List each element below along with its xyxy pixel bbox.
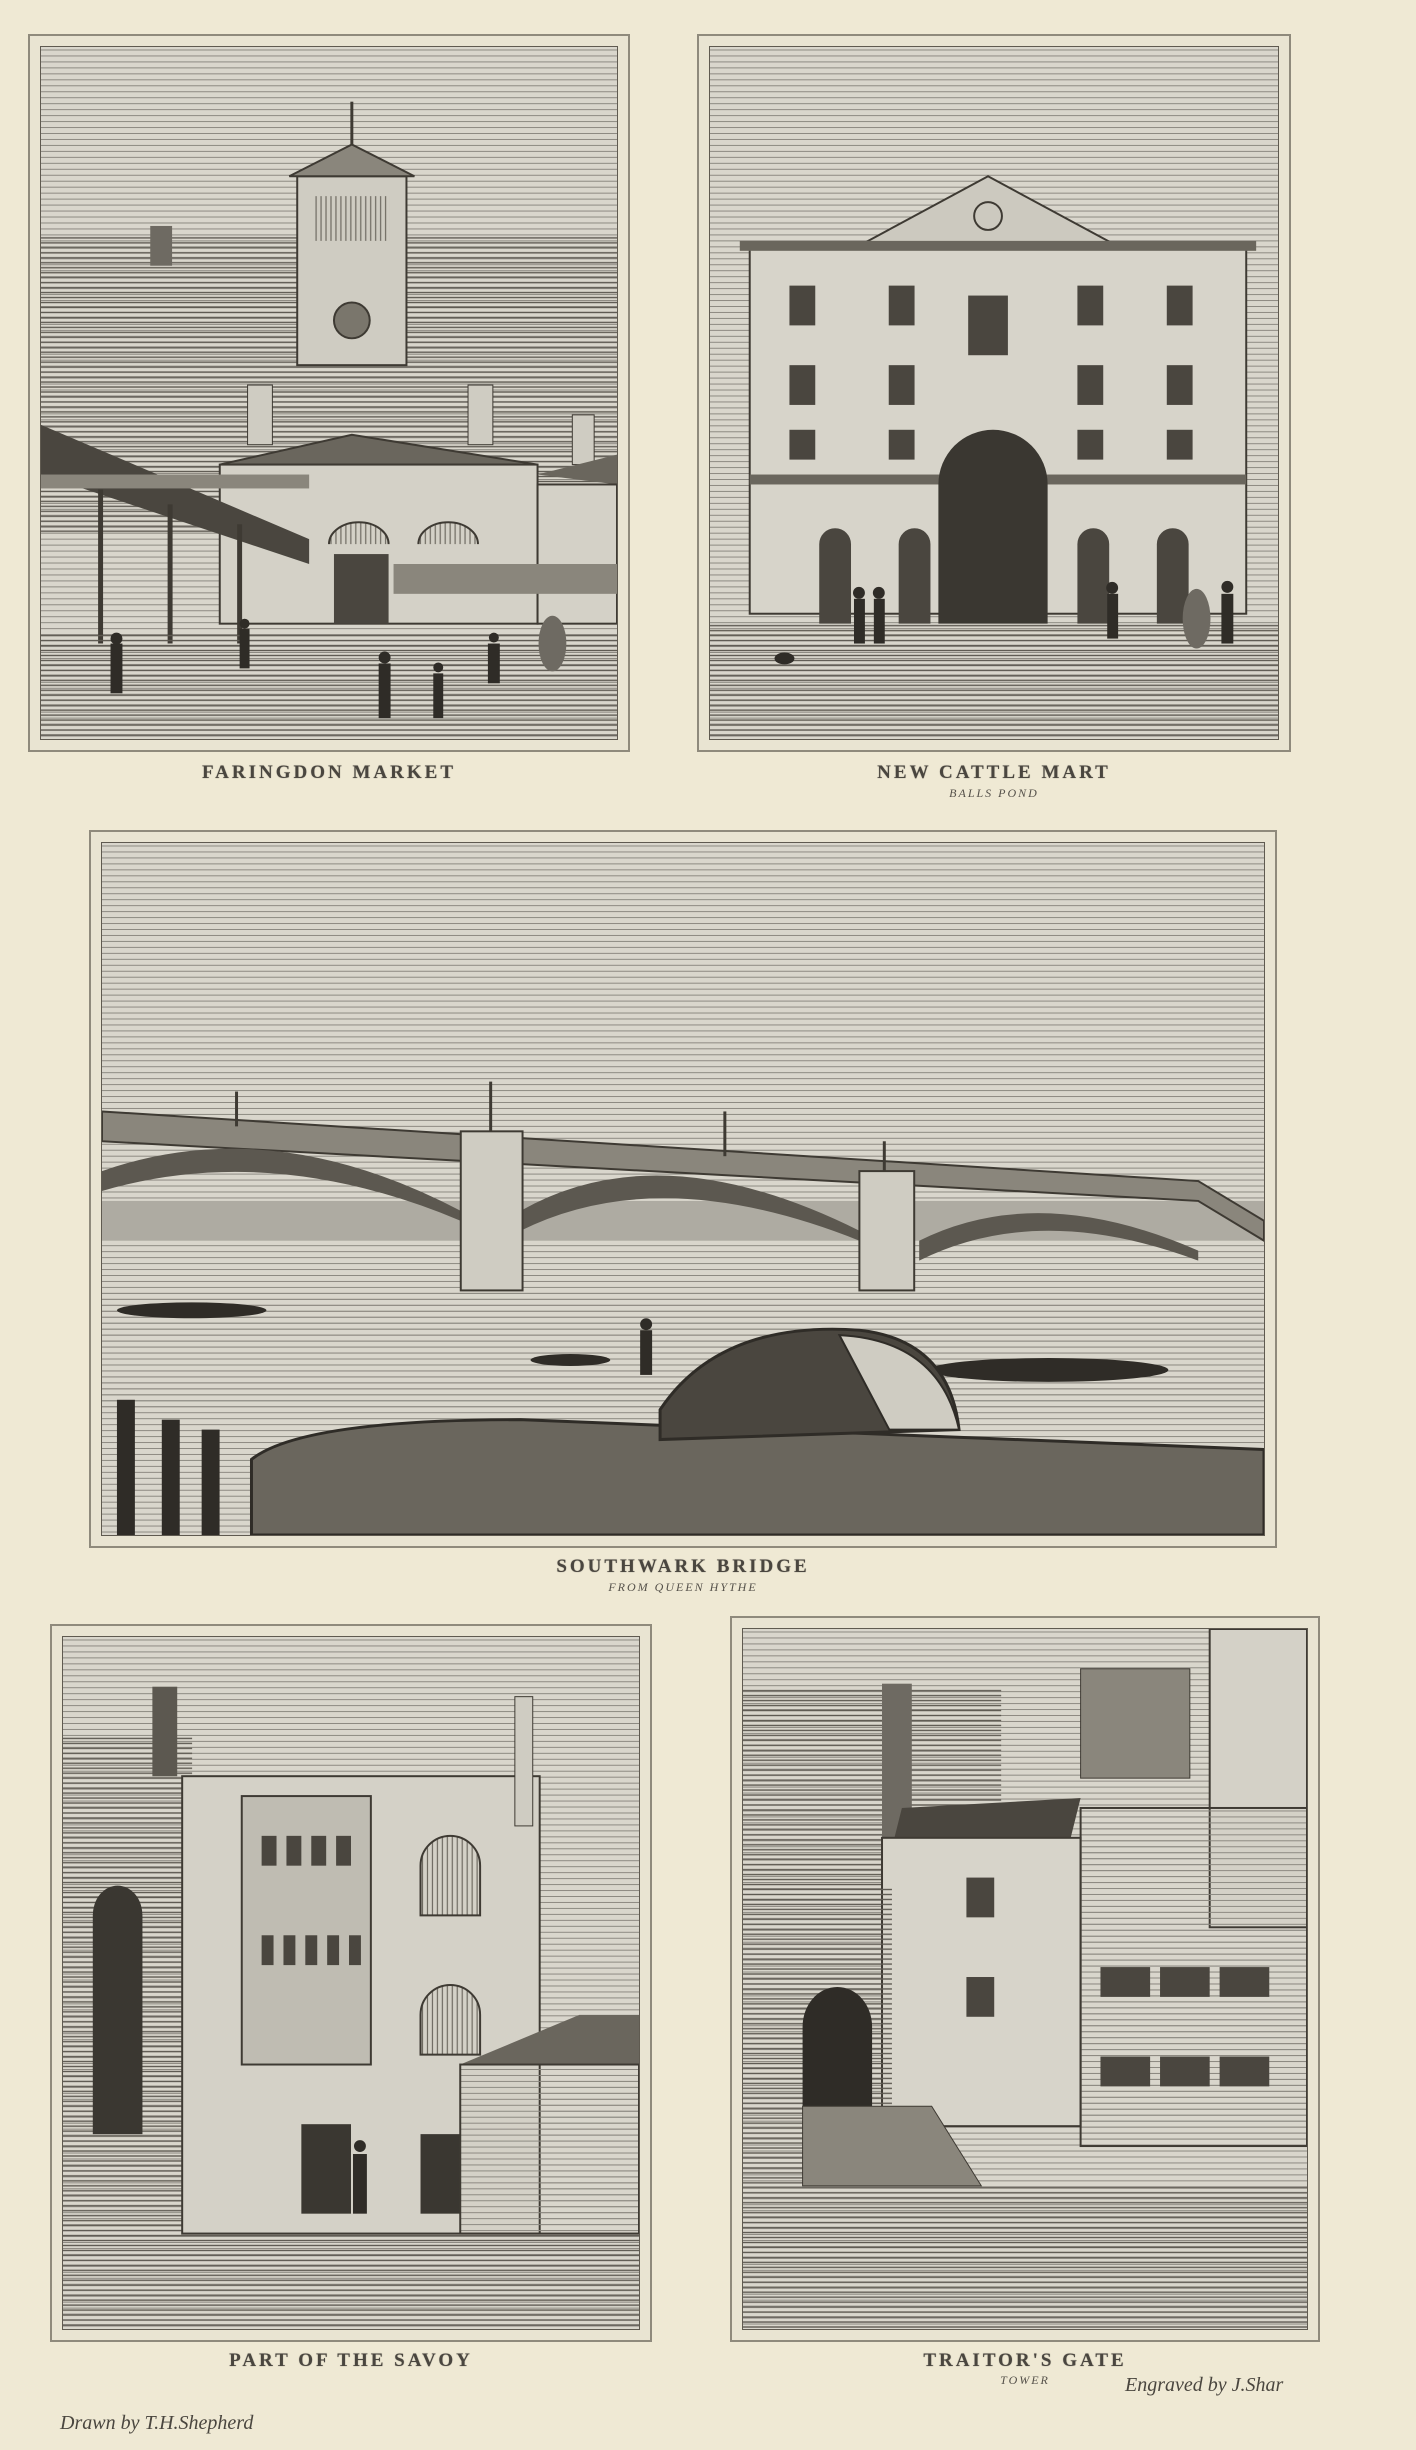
plate-southwark-bridge bbox=[89, 830, 1277, 1548]
savoy-illustration bbox=[63, 1637, 639, 2329]
plate-faringdon-market bbox=[28, 34, 630, 752]
engraving-southwark-bridge bbox=[101, 842, 1265, 1536]
engraving-new-cattle-mart bbox=[709, 46, 1279, 740]
caption-part-of-the-savoy: PART OF THE SAVOY bbox=[229, 2350, 473, 2371]
engraving-faringdon-market bbox=[40, 46, 618, 740]
plate-new-cattle-mart bbox=[697, 34, 1291, 752]
engraving-part-of-the-savoy bbox=[62, 1636, 640, 2330]
plate-part-of-the-savoy bbox=[50, 1624, 652, 2342]
subcaption-queen-hythe: FROM QUEEN HYTHE bbox=[608, 1580, 758, 1594]
engraving-traitors-gate bbox=[742, 1628, 1308, 2330]
caption-faringdon-market: FARINGDON MARKET bbox=[201, 762, 456, 783]
plate-traitors-gate bbox=[730, 1616, 1320, 2342]
caption-southwark-bridge: SOUTHWARK BRIDGE bbox=[556, 1556, 810, 1577]
faringdon-market-illustration bbox=[41, 47, 617, 739]
credit-engraved-by: Engraved by J.Shar bbox=[1125, 2374, 1284, 2396]
credit-drawn-by: Drawn by T.H.Shepherd bbox=[60, 2412, 254, 2434]
caption-new-cattle-mart: NEW CATTLE MART bbox=[877, 762, 1111, 783]
new-cattle-mart-illustration bbox=[710, 47, 1278, 739]
southwark-bridge-illustration bbox=[102, 843, 1264, 1535]
caption-traitors-gate: TRAITOR'S GATE bbox=[923, 2350, 1127, 2371]
traitors-gate-illustration bbox=[743, 1629, 1307, 2329]
subcaption-tower: TOWER bbox=[1000, 2373, 1050, 2387]
subcaption-balls-pond: BALLS POND bbox=[949, 786, 1039, 800]
